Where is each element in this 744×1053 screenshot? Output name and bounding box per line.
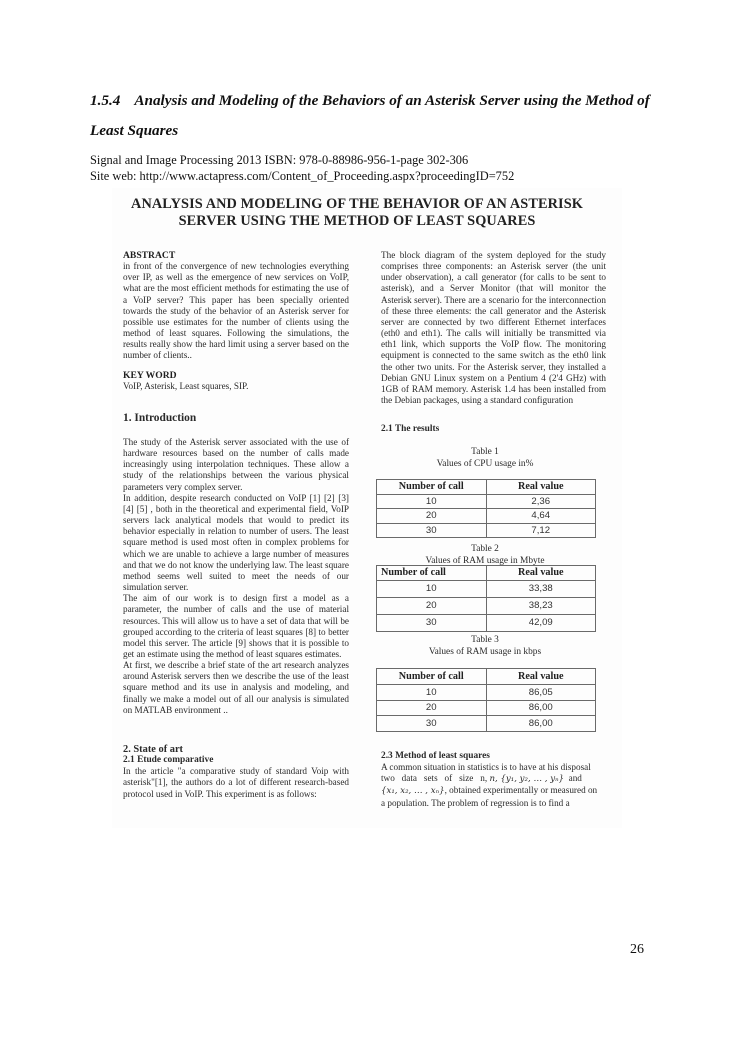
table-3-ram-usage-kbps — [376, 668, 596, 732]
intro-paragraph-2: In addition, despite research conducted on VoIP [1] [2] [3] [4] [5] , both in the theoretical and experimental field, VoIP servers lack analytical models that would to predict its behavior especially in relation to number of users. The least square method is used most often in complex problems for which we are unable to achieve a large number of measures and that we do not know the underlying law. The least square method seems well suited to meet the needs of our simulation server. — [123, 492, 349, 593]
table-1-description: Values of CPU usage in% — [436, 458, 534, 469]
table-cell: 7,12 — [486, 523, 596, 538]
table-cell: 86,00 — [486, 700, 596, 716]
abstract-heading: ABSTRACT — [123, 250, 176, 261]
source-publication: Signal and Image Processing 2013 ISBN: 978-0-88986-956-1-page 302-306 — [90, 153, 469, 167]
section-number: 1.5.4 — [90, 92, 121, 109]
column-header: Number of call — [377, 566, 487, 581]
column-header: Number of call — [377, 480, 487, 495]
intro-paragraph-1: The study of the Asterisk server associated with the use of hardware resources based on the number of calls made increasingly using interpolation techniques. These allow a study of the relationships between the various physical parameters very complex server. — [123, 437, 349, 492]
least-squares-section — [381, 751, 606, 809]
table-2-label: Table 2 — [471, 544, 499, 554]
keywords-block — [123, 370, 349, 392]
table-row — [377, 700, 596, 716]
table-cell: 10 — [377, 580, 487, 597]
table-row — [377, 597, 596, 614]
table-cell: 10 — [377, 685, 487, 701]
table-cell: 20 — [377, 509, 487, 524]
table-1-cpu-usage — [376, 479, 596, 538]
text-fragment: and — [564, 773, 582, 784]
table-header-row — [377, 480, 596, 495]
section-title: Analysis and Modeling of the Behaviors of an Asterisk Server using the Method of Least Squares — [90, 92, 650, 139]
etude-comparative-text: In the article "a comparative study of standard Voip with asterisk"[1], the authors do a lot of different research-based protocol used in VoIP. This experiment is as follows: — [123, 766, 349, 799]
paper-title-line-1: ANALYSIS AND MODELING OF THE BEHAVIOR OF AN ASTERISK — [131, 196, 583, 212]
state-of-art-heading: 2. State of art — [123, 744, 184, 755]
table-row — [377, 614, 596, 631]
results-heading: 2.1 The results — [381, 424, 440, 434]
system-description-text: The block diagram of the system deployed for the study comprises three components: an Asterisk server (the unit under observation), a call generator (for calls to be sent to asterisk), and a Server Monitor (that will monitor the Asterisk server). There are a scenario for the interconnection of these three elements: the call generator and the Asterisk server are connected by two different Ethernet interfaces (eth0 and eth1). The calls will initially be transmitted via eth1 link, which supports the VoIP flow. The monitoring equipment is connected to the same switch as the eth0 link the other two units. For the Asterisk server, they installed a Debian GNU Linux system on a Pentium 4 (2'4 GHz) with 1GB of RAM memory. Asterisk 1.4 has been installed from the Debian packages, using a standard configuration — [381, 250, 606, 406]
table-2-caption — [375, 544, 595, 567]
table-cell: 20 — [377, 700, 487, 716]
table-cell: 30 — [377, 716, 487, 732]
math-expression-y-set: n, {y₁, y₂, … , yₙ} — [489, 774, 565, 785]
table-row — [377, 494, 596, 509]
text-fragment: , obtained experimentally or measured on — [444, 785, 598, 796]
table-row — [377, 509, 596, 524]
table-1-caption — [375, 447, 595, 470]
system-description — [381, 250, 606, 406]
table-row — [377, 685, 596, 701]
column-header: Number of call — [377, 669, 487, 685]
introduction-heading: 1. Introduction — [123, 412, 197, 424]
table-cell: 30 — [377, 614, 487, 631]
keywords-text: VoIP, Asterisk, Least squares, SIP. — [123, 381, 249, 392]
least-squares-line-1: A common situation in statistics is to have at his disposal — [381, 762, 591, 773]
introduction-section — [123, 413, 349, 424]
least-squares-heading: 2.3 Method of least squares — [381, 751, 490, 761]
table-3-description: Values of RAM usage in kbps — [428, 646, 542, 657]
abstract-text: in front of the convergence of new technologies everything over IP, as well as the emergence of new services on VoIP, what are the most efficient methods for estimating the use of a VoIP server? This paper has been specially oriented towards the study of the behavior of an Asterisk server for possible use estimates for the number of clients using the method of least squares. Following the simulations, the results really show the hard limit using a server based on the number of clients.. — [123, 261, 349, 361]
table-cell: 10 — [377, 494, 487, 509]
state-of-art-section — [123, 744, 349, 800]
table-row — [377, 716, 596, 732]
table-cell: 86,05 — [486, 685, 596, 701]
intro-paragraph-4: At first, we describe a brief state of the art research analyzes around Asterisk servers then we describe the use of the least square method and its use in analysis and modeling, and finally we make a model out of all our analysis is simulated on MATLAB environment .. — [123, 660, 349, 715]
text-fragment: two data sets of size n, — [381, 773, 490, 784]
column-header: Real value — [486, 480, 596, 495]
table-cell: 30 — [377, 523, 487, 538]
table-header-row — [377, 566, 596, 581]
table-row — [377, 580, 596, 597]
table-header-row — [377, 669, 596, 685]
table-cell: 86,00 — [486, 716, 596, 732]
introduction-body — [123, 437, 349, 716]
column-header: Real value — [486, 669, 596, 685]
column-header: Real value — [486, 566, 596, 581]
table-1-label: Table 1 — [471, 447, 499, 457]
etude-comparative-heading: 2.1 Etude comparative — [123, 755, 214, 766]
page-number: 26 — [630, 942, 644, 957]
table-cell: 42,09 — [486, 614, 596, 631]
source-website: Site web: http://www.actapress.com/Content_of_Proceeding.aspx?proceedingID=752 — [90, 168, 515, 183]
keyword-heading: KEY WORD — [123, 370, 177, 381]
table-3-caption — [375, 635, 595, 658]
paper-title — [112, 196, 602, 230]
least-squares-line-4: a population. The problem of regression is to find a — [381, 797, 570, 808]
math-expression-x-set: {x₁, x₂, … , xₙ} — [381, 786, 445, 797]
intro-paragraph-3: The aim of our work is to design first a model as a parameter, the number of calls and the use of material resources. This will allow us to have a set of data that will be grouped according to the criteria of least squares [8] to better model this server. The article [9] shows that it is possible to get an estimate using the method of least squares estimates. — [123, 593, 349, 659]
table-cell: 2,36 — [486, 494, 596, 509]
least-squares-line-2 — [381, 773, 606, 785]
table-cell: 4,64 — [486, 509, 596, 524]
table-cell: 38,23 — [486, 597, 596, 614]
table-cell: 33,38 — [486, 580, 596, 597]
results-heading-block — [381, 424, 606, 435]
table-row — [377, 523, 596, 538]
abstract-block — [123, 250, 349, 362]
table-3-label: Table 3 — [471, 635, 499, 645]
table-2-ram-usage-mbyte — [376, 565, 596, 632]
least-squares-line-3 — [381, 785, 606, 797]
table-cell: 20 — [377, 597, 487, 614]
section-heading — [90, 86, 670, 146]
source-info — [90, 153, 514, 184]
paper-title-line-2: SERVER USING THE METHOD OF LEAST SQUARES — [178, 213, 536, 229]
table-2-description: Values of RAM usage in Mbyte — [425, 555, 545, 566]
